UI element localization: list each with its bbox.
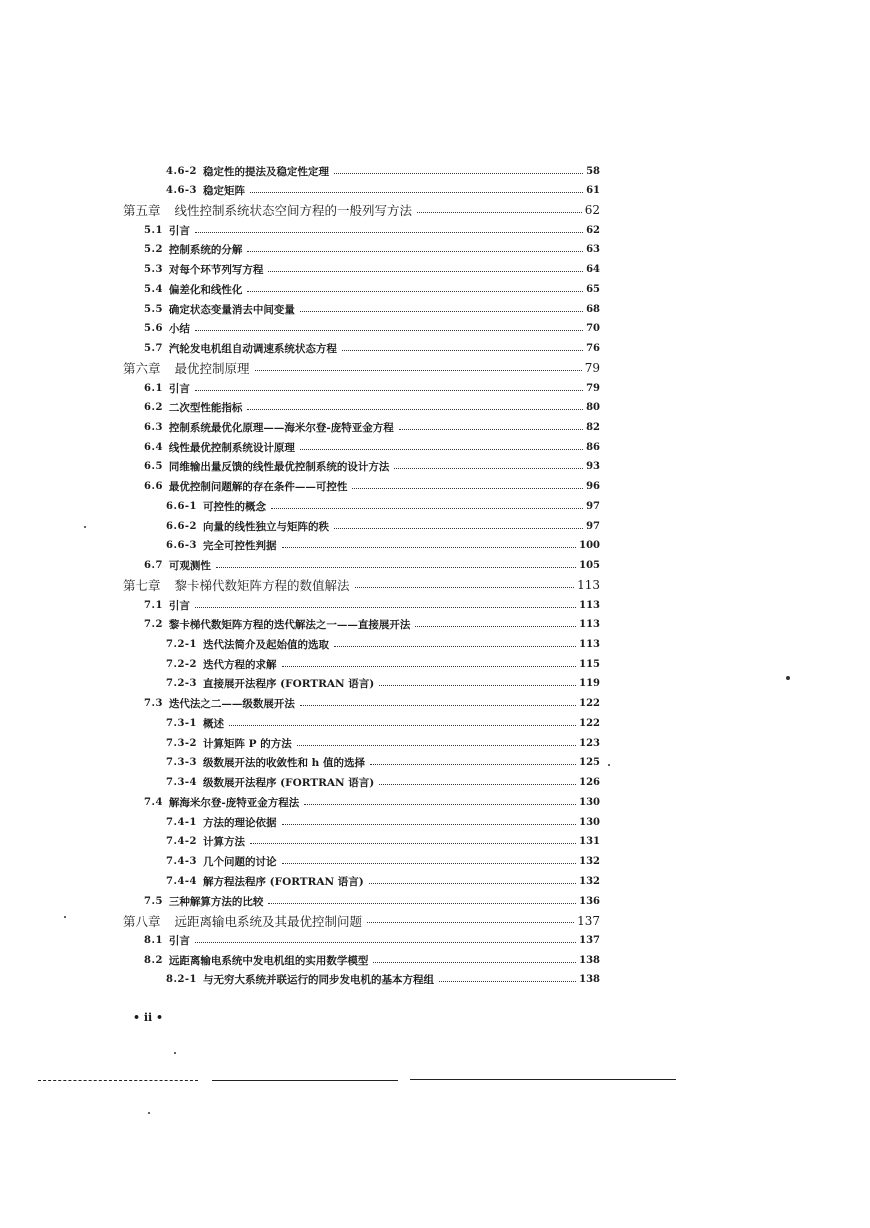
toc-entry (166, 181, 600, 201)
toc-entry-number: 第六章 (123, 361, 161, 377)
toc-entry-page: 79 (586, 382, 600, 394)
toc-entry-number: 5.4 (144, 283, 163, 295)
toc-entry-title: 线性最优控制系统设计原理 (168, 441, 295, 454)
toc-entry (166, 852, 600, 872)
toc-entry-title: 引言 (168, 599, 190, 612)
toc-entry-number: 5.1 (144, 224, 163, 236)
toc-entry-title: 最优控制问题解的存在条件——可控性 (168, 481, 348, 494)
toc-entry-number: 5.3 (144, 264, 163, 276)
toc-entry (144, 260, 600, 280)
toc-entry-title: 同维输出量反馈的线性最优控制系统的设计方法 (168, 461, 390, 474)
toc-entry-number: 7.2 (144, 619, 163, 631)
toc-entry-number: 6.6-1 (166, 500, 198, 512)
dot-leader (229, 725, 576, 726)
scan-rule (38, 1080, 198, 1081)
dot-leader (247, 409, 583, 410)
dot-leader (195, 232, 583, 233)
dot-leader (195, 390, 583, 391)
toc-entry (166, 970, 600, 990)
toc-entry-number: 4.6-3 (166, 185, 198, 197)
toc-chapter-entry (123, 200, 600, 220)
toc-entry (144, 694, 600, 714)
toc-entry-page: 62 (586, 224, 600, 236)
toc-entry-number: 7.4-4 (166, 875, 198, 887)
toc-entry-page: 130 (579, 816, 600, 828)
dot-leader (304, 804, 576, 805)
toc-entry-title: 三种解算方法的比较 (168, 895, 264, 908)
scan-speck (84, 526, 86, 528)
toc-entry-title: 控制系统的分解 (168, 244, 243, 257)
scan-speck (64, 916, 66, 918)
toc-entry-title: 与无穷大系统并联运行的同步发电机的基本方程组 (203, 974, 435, 987)
toc-entry (166, 753, 600, 773)
toc-entry-page: 119 (579, 678, 600, 690)
toc-entry-number: 8.1 (144, 934, 163, 946)
toc-entry-title: 黎卡梯代数矩阵方程的数值解法 (174, 578, 350, 594)
toc-entry-title: 控制系统最优化原理——海米尔登-庞特亚金方程 (168, 421, 394, 434)
toc-entry (166, 871, 600, 891)
toc-entry-page: 113 (579, 599, 600, 611)
toc-entry-title: 二次型性能指标 (168, 402, 243, 415)
toc-entry-title: 计算矩阵 P 的方法 (203, 737, 292, 750)
toc-entry-title: 解方程法程序 (FORTRAN 语言) (203, 875, 364, 888)
dot-leader (195, 942, 576, 943)
toc-entry (144, 299, 600, 319)
toc-entry-title: 黎卡梯代数矩阵方程的迭代解法之一——直接展开法 (168, 619, 411, 632)
dot-leader (300, 705, 576, 706)
toc-entry-number: 6.2 (144, 402, 163, 414)
toc-entry-title: 向量的线性独立与矩阵的秩 (203, 520, 330, 533)
toc-entry-number: 7.5 (144, 895, 163, 907)
scan-speck (786, 676, 790, 680)
scan-speck (608, 764, 610, 766)
toc-entry-page: 63 (586, 244, 600, 256)
dot-leader (255, 370, 582, 371)
toc-entry (166, 832, 600, 852)
toc-entry-title: 偏差化和线性化 (168, 283, 243, 296)
toc-entry-page: 113 (579, 639, 600, 651)
toc-entry-title: 对每个环节列写方程 (168, 264, 264, 277)
toc-entry-title: 引言 (168, 224, 190, 237)
dot-leader (268, 271, 583, 272)
toc-entry-page: 58 (586, 165, 600, 177)
dot-leader (247, 251, 583, 252)
scan-rule (212, 1080, 398, 1081)
toc-entry (166, 516, 600, 536)
toc-entry (144, 930, 600, 950)
toc-entry-title: 可控性的概念 (203, 500, 267, 513)
dot-leader (216, 567, 576, 568)
toc-entry-page: 97 (586, 500, 600, 512)
toc-entry-title: 完全可控性判据 (203, 540, 277, 553)
toc-entry-page: 64 (586, 264, 600, 276)
toc-entry-page: 93 (586, 461, 600, 473)
toc-entry-page: 82 (586, 421, 600, 433)
toc-entry-title: 最优控制原理 (174, 361, 250, 377)
dot-leader (370, 764, 576, 765)
toc-entry-page: 131 (579, 836, 600, 848)
scan-speck (174, 1052, 176, 1054)
toc-entry-title: 迭代法简介及起始值的选取 (203, 639, 330, 652)
toc-entry-number: 第八章 (123, 913, 161, 929)
toc-entry-number: 6.6-3 (166, 540, 198, 552)
toc-entry (144, 378, 600, 398)
toc-entry-title: 迭代方程的求解 (203, 658, 277, 671)
toc-entry-number: 8.2-1 (166, 974, 198, 986)
dot-leader (334, 528, 583, 529)
toc-entry-number: 7.3 (144, 698, 163, 710)
toc-entry-number: 7.4 (144, 796, 163, 808)
toc-entry-page: 138 (579, 954, 600, 966)
toc-entry (166, 496, 600, 516)
toc-entry-title: 稳定性的提法及稳定性定理 (203, 165, 330, 178)
dot-leader (271, 508, 583, 509)
toc-entry-number: 6.5 (144, 461, 163, 473)
toc-entry-title: 稳定矩阵 (203, 185, 246, 198)
toc-entry-number: 7.3-1 (166, 717, 198, 729)
toc-chapter-entry (123, 911, 600, 931)
toc-chapter-entry (123, 358, 600, 378)
toc-entry-number: 6.6 (144, 481, 163, 493)
toc-entry (144, 477, 600, 497)
toc-entry-page: 105 (579, 560, 600, 572)
toc-entry-number: 7.4-2 (166, 836, 198, 848)
toc-entry (166, 635, 600, 655)
dot-leader (394, 468, 583, 469)
dot-leader (297, 745, 576, 746)
toc-entry-page: 62 (584, 203, 600, 218)
toc-entry-page: 96 (586, 481, 600, 493)
dot-leader (367, 922, 574, 923)
dot-leader (282, 863, 577, 864)
toc-entry-number: 第五章 (123, 203, 161, 219)
toc-entry-title: 概述 (203, 717, 225, 730)
toc-entry-page: 68 (586, 303, 600, 315)
toc-entry (144, 950, 600, 970)
toc-entry-number: 7.2-3 (166, 678, 198, 690)
dot-leader (352, 488, 583, 489)
dot-leader (399, 429, 583, 430)
toc-entry-title: 直接展开法程序 (FORTRAN 语言) (203, 678, 375, 691)
dot-leader (268, 903, 576, 904)
toc-entry (144, 556, 600, 576)
toc-entry-title: 迭代法之二——级数展开法 (168, 698, 295, 711)
toc-entry-page: 132 (579, 875, 600, 887)
dot-leader (334, 646, 576, 647)
dot-leader (300, 311, 583, 312)
toc-entry-number: 6.1 (144, 382, 163, 394)
toc-entry-page: 97 (586, 520, 600, 532)
dot-leader (439, 981, 576, 982)
toc-entry (144, 398, 600, 418)
toc-entry (144, 437, 600, 457)
toc-entry (144, 417, 600, 437)
toc-entry (144, 792, 600, 812)
toc-entry-number: 7.1 (144, 599, 163, 611)
scan-speck (148, 1112, 150, 1114)
toc-entry-title: 远距离输电系统中发电机组的实用数学模型 (168, 954, 369, 967)
dot-leader (282, 824, 577, 825)
toc-entry (144, 339, 600, 359)
toc-entry-page: 125 (579, 757, 600, 769)
toc-entry-page: 113 (577, 578, 600, 593)
dot-leader (334, 173, 583, 174)
toc-entry-number: 7.3-3 (166, 757, 198, 769)
toc-entry-title: 引言 (168, 934, 190, 947)
toc-entry-title: 方法的理论依据 (203, 816, 277, 829)
toc-entry-title: 引言 (168, 382, 190, 395)
toc-entry-title: 几个问题的讨论 (203, 856, 277, 869)
dot-leader (300, 449, 583, 450)
toc-entry-page: 80 (586, 402, 600, 414)
dot-leader (373, 962, 576, 963)
toc-entry (166, 161, 600, 181)
dot-leader (250, 843, 576, 844)
toc-entry (144, 319, 600, 339)
toc-entry-number: 5.5 (144, 303, 163, 315)
toc-entry-number: 7.4-3 (166, 856, 198, 868)
toc-entry-number: 6.7 (144, 560, 163, 572)
dot-leader (417, 212, 582, 213)
toc-entry-title: 远距离输电系统及其最优控制问题 (174, 913, 363, 929)
toc-entry-number: 8.2 (144, 954, 163, 966)
dot-leader (355, 587, 575, 588)
toc-entry-page: 126 (579, 777, 600, 789)
toc-entry-title: 级数展开法程序 (FORTRAN 语言) (203, 777, 375, 790)
toc-entry-page: 136 (579, 895, 600, 907)
toc-entry-number: 7.3-4 (166, 777, 198, 789)
toc-entry-page: 115 (579, 658, 600, 670)
toc-entry-number: 7.2-2 (166, 658, 198, 670)
toc-entry-number: 7.3-2 (166, 737, 198, 749)
toc-entry (166, 733, 600, 753)
toc-entry-title: 小结 (168, 323, 190, 336)
toc-entry (144, 279, 600, 299)
toc-entry-page: 137 (577, 913, 600, 928)
dot-leader (342, 350, 583, 351)
toc-entry-title: 可观测性 (168, 560, 211, 573)
toc-entry (166, 713, 600, 733)
toc-entry (166, 773, 600, 793)
dot-leader (379, 685, 576, 686)
scan-rule (410, 1079, 676, 1080)
toc-entry-page: 122 (579, 698, 600, 710)
dot-leader (282, 547, 577, 548)
dot-leader (415, 626, 576, 627)
toc-entry (144, 615, 600, 635)
toc-entry-title: 汽轮发电机组自动调速系统状态方程 (168, 343, 337, 356)
toc-entry-page: 138 (579, 974, 600, 986)
dot-leader (282, 666, 577, 667)
dot-leader (250, 192, 583, 193)
toc-entry-title: 解海米尔登-庞特亚金方程法 (168, 796, 300, 809)
dot-leader (195, 330, 583, 331)
toc-entry-page: 100 (579, 540, 600, 552)
toc-entry (166, 674, 600, 694)
dot-leader (369, 883, 576, 884)
toc-entry-page: 130 (579, 796, 600, 808)
toc-entry-title: 级数展开法的收敛性和 h 值的选择 (203, 757, 365, 770)
toc-entry-title: 线性控制系统状态空间方程的一般列写方法 (174, 203, 413, 219)
toc-entry-page: 132 (579, 856, 600, 868)
toc-entry (144, 891, 600, 911)
toc-entry (144, 220, 600, 240)
toc-entry-number: 7.2-1 (166, 639, 198, 651)
toc-entry-number: 5.2 (144, 244, 163, 256)
toc-entry-page: 137 (579, 934, 600, 946)
toc-entry-page: 122 (579, 717, 600, 729)
toc-entry-page: 70 (586, 323, 600, 335)
toc-entry-number: 5.6 (144, 323, 163, 335)
toc-entry-page: 79 (584, 361, 600, 376)
toc-entry-number: 6.4 (144, 441, 163, 453)
toc-entry (166, 654, 600, 674)
toc-entry (144, 457, 600, 477)
toc-entry-page: 76 (586, 343, 600, 355)
page-number-footer: • ii • (133, 1011, 164, 1024)
toc-entry-page: 113 (579, 619, 600, 631)
toc-entry (144, 240, 600, 260)
dot-leader (195, 607, 576, 608)
toc-entry-number: 4.6-2 (166, 165, 198, 177)
toc-entry-page: 123 (579, 737, 600, 749)
toc-entry (144, 595, 600, 615)
toc-entry-number: 第七章 (123, 578, 161, 594)
toc-entry-title: 计算方法 (203, 836, 246, 849)
dot-leader (379, 784, 576, 785)
toc-entry-number: 6.3 (144, 421, 163, 433)
toc-entry (166, 812, 600, 832)
toc-chapter-entry (123, 575, 600, 595)
toc-entry-page: 65 (586, 283, 600, 295)
dot-leader (247, 291, 583, 292)
toc-entry-page: 86 (586, 441, 600, 453)
toc-entry-title: 确定状态变量消去中间变量 (168, 303, 295, 316)
toc-entry-number: 7.4-1 (166, 816, 198, 828)
toc-entry (166, 536, 600, 556)
toc-entry-number: 5.7 (144, 343, 163, 355)
toc-entry-number: 6.6-2 (166, 520, 198, 532)
toc-entry-page: 61 (586, 185, 600, 197)
